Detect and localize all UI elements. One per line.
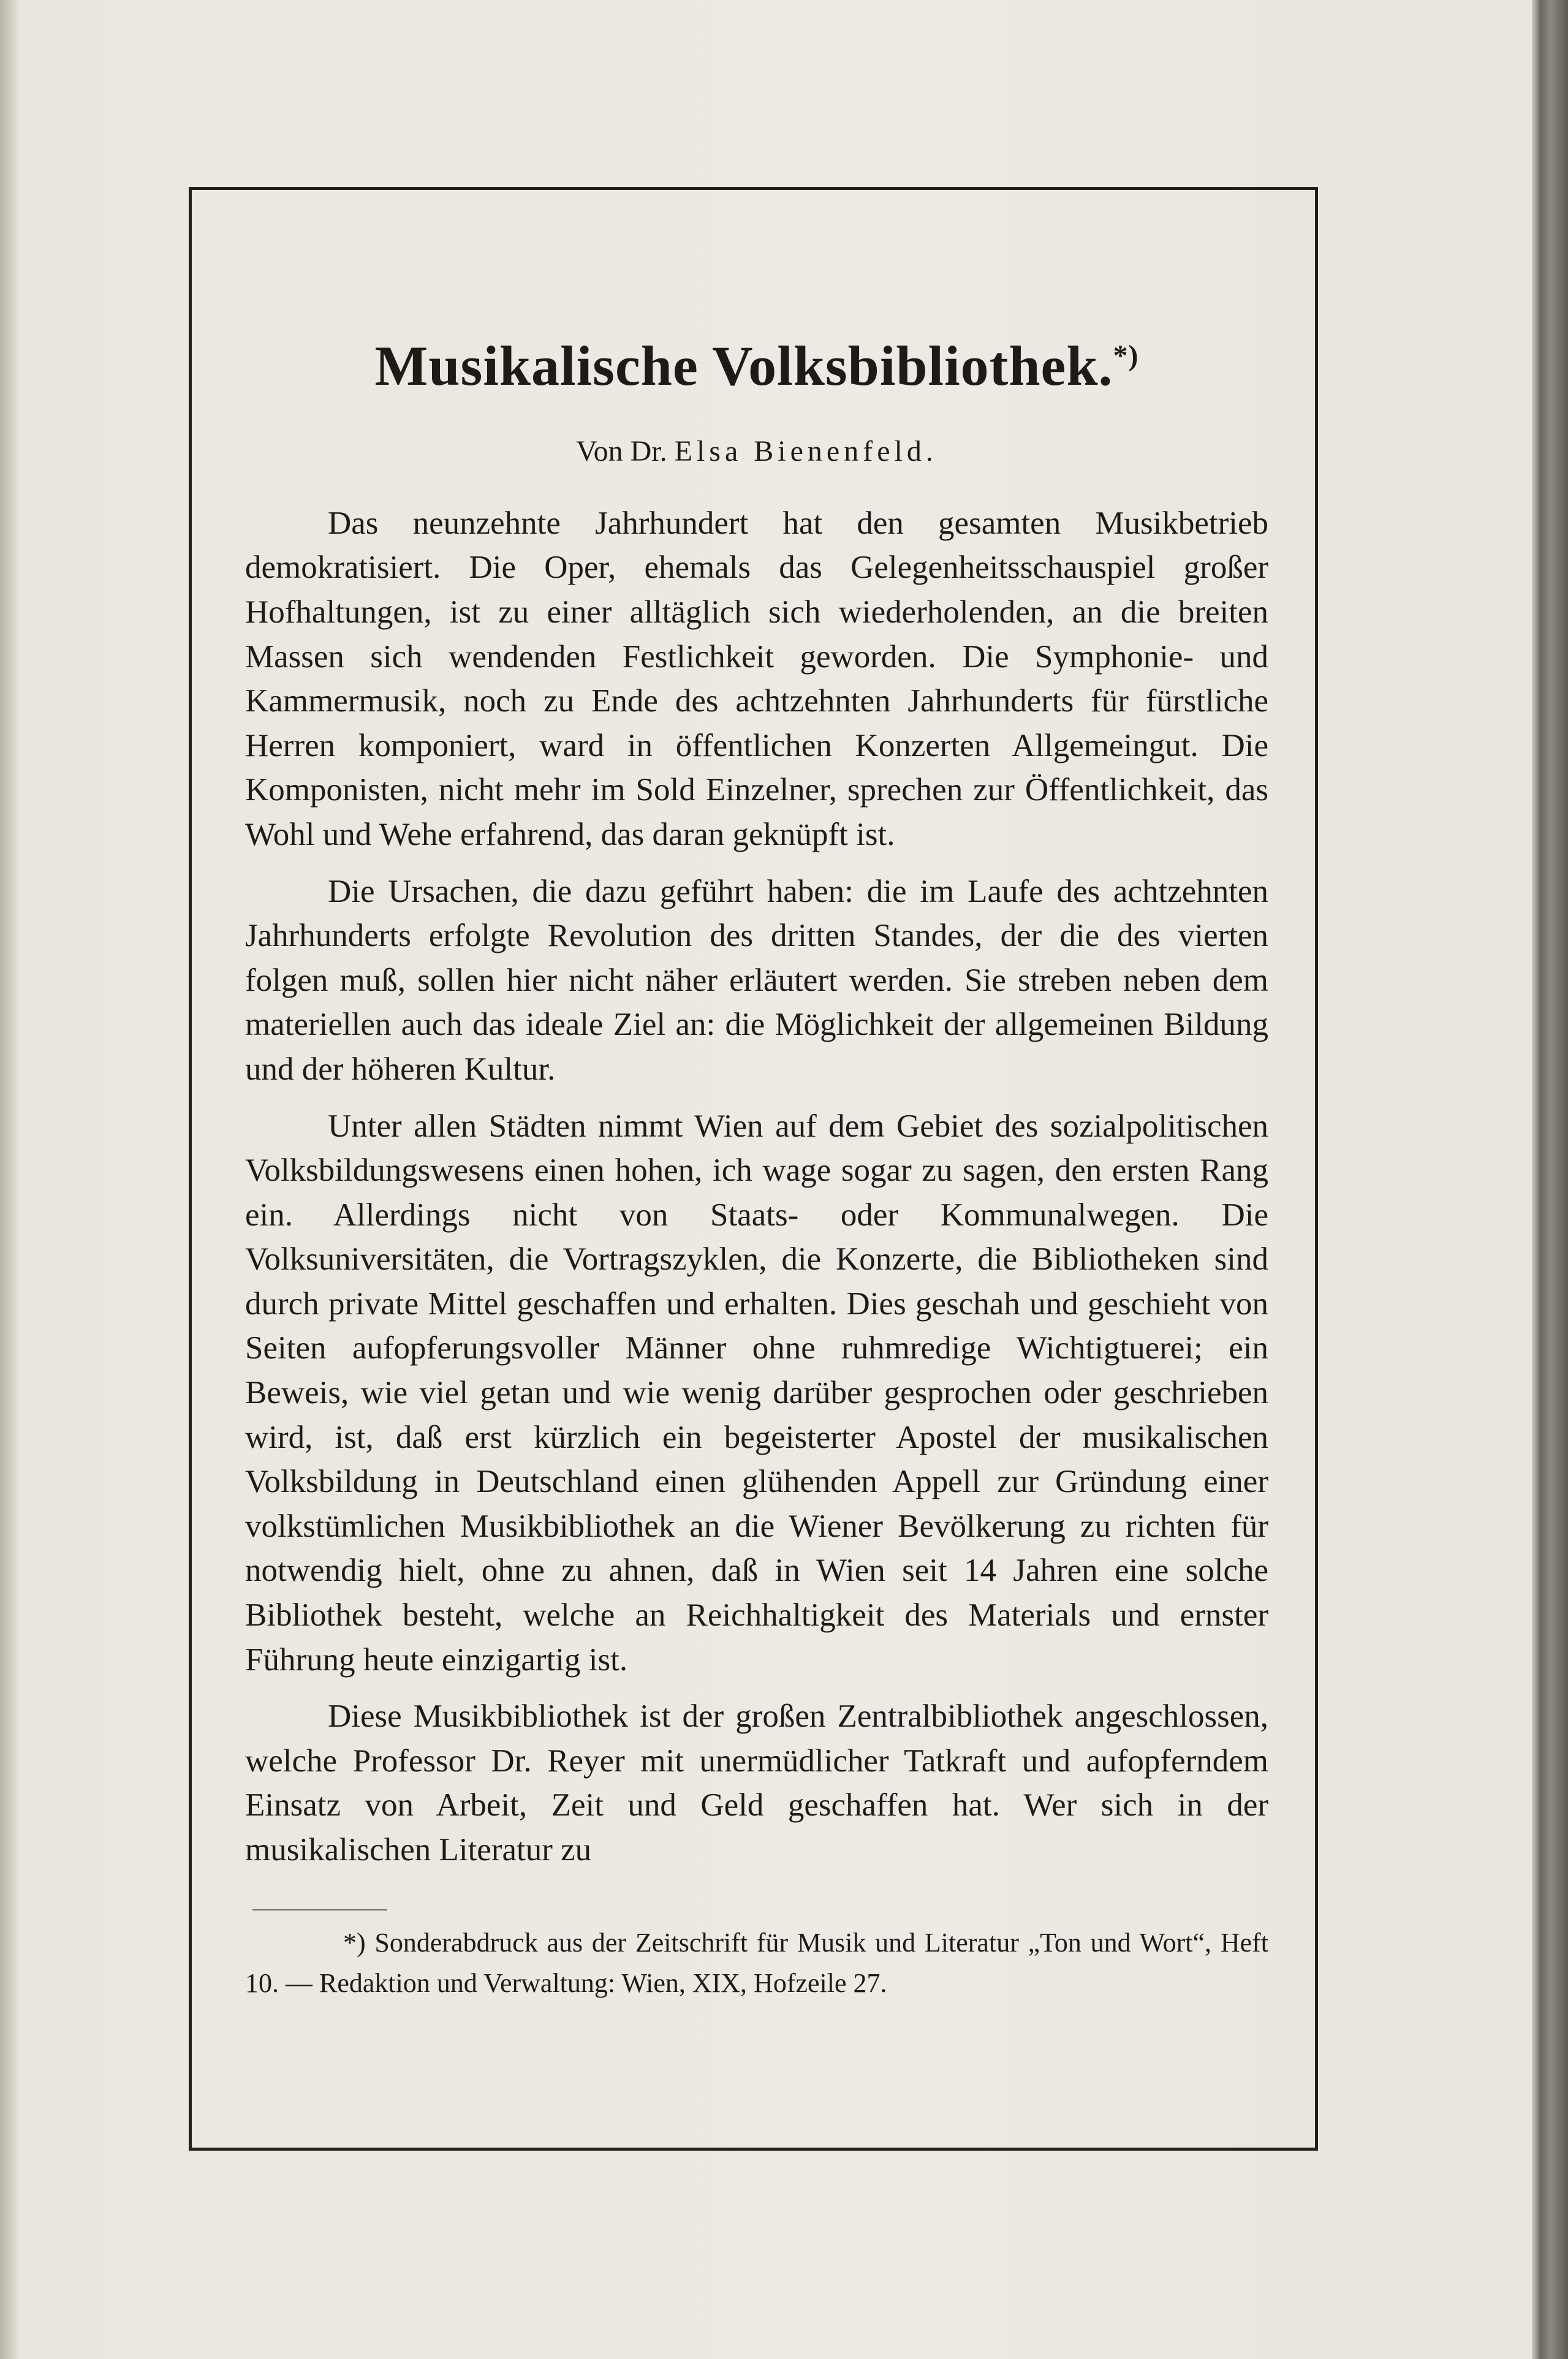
title-footnote-marker: *) <box>1113 339 1139 372</box>
paragraph: Diese Musikbibliothek ist der großen Zentralbibliothek angeschlossen, welche Professor Dr. Reyer mit unermüdlicher Tatkraft und aufopferndem Einsatz von Arbeit, Zeit und Geld geschaffen hat. Wer sich in der musikalischen Literatur zu <box>245 1698 1268 1868</box>
article-title: Musikalische Volksbibliothek.*) <box>374 335 1139 397</box>
book-edge <box>1532 0 1568 2359</box>
paragraph: Die Ursachen, die dazu geführt haben: die im Laufe des achtzehnten Jahrhunderts erfolgte Revolution des dritten Standes, der die des vierten folgen muß, sollen hier nicht näher erläutert werden. Sie streben neben dem materiellen auch das ideale Ziel an: die Möglichkeit der allgemeinen Bildung und der höheren Kultur. <box>245 873 1268 1087</box>
footnote: *) Sonderabdruck aus der Zeitschrift für Musik und Literatur „Ton und Wort“, Heft 10. — Redaktion und Verwaltung: Wien, XIX, Hofzeile 27. <box>245 1927 1268 1998</box>
paragraph: Unter allen Städten nimmt Wien auf dem Gebiet des sozialpolitischen Volksbildungswesens einen hohen, ich wage sogar zu sagen, den ersten Rang ein. Allerdings nicht von Staats- oder Kommunalwegen. Die Volksuniversitäten, die Vortragszyklen, die Konzerte, die Bibliotheken sind durch private Mittel geschaffen und erhalten. Dies geschah und geschieht von Seiten aufopferungsvoller Männer ohne ruhmredige Wichtigtuerei; ein Beweis, wie viel getan und wie wenig darüber gesprochen oder geschrieben wird, ist, daß erst kürzlich ein begeisterter Apostel der musikalischen Volksbildung in Deutschland einen glühenden Appell zur Gründung einer volkstümlichen Musikbibliothek an die Wiener Bevölkerung zu richten für notwendig hielt, ohne zu ahnen, daß in Wien seit 14 Jahren eine solche Bibliothek besteht, welche an Reichhaltigkeit des Materials und ernster Führung heute einzigartig ist. <box>245 1108 1268 1678</box>
byline-author: Elsa Bienenfeld. <box>674 434 937 468</box>
byline-prefix: Von Dr. <box>576 434 667 468</box>
byline <box>245 434 1268 468</box>
article-body <box>245 334 1268 2004</box>
paragraph: Das neunzehnte Jahrhundert hat den gesamten Musikbetrieb demokratisiert. Die Oper, ehemals das Gelegenheitsschauspiel großer Hofhaltungen, ist zu einer alltäglich sich wiederholenden, an die breiten Massen sich wendenden Festlichkeit geworden. Die Symphonie- und Kammermusik, noch zu Ende des achtzehnten Jahrhunderts für fürstliche Herren komponiert, ward in öffentlichen Konzerten Allgemeingut. Die Komponisten, nicht mehr im Sold Einzelner, sprechen zur Öffentlichkeit, das Wohl und Wehe erfahrend, das daran geknüpft ist. <box>245 505 1268 852</box>
binding-shadow <box>0 0 18 2359</box>
footnote-rule <box>252 1909 387 1910</box>
